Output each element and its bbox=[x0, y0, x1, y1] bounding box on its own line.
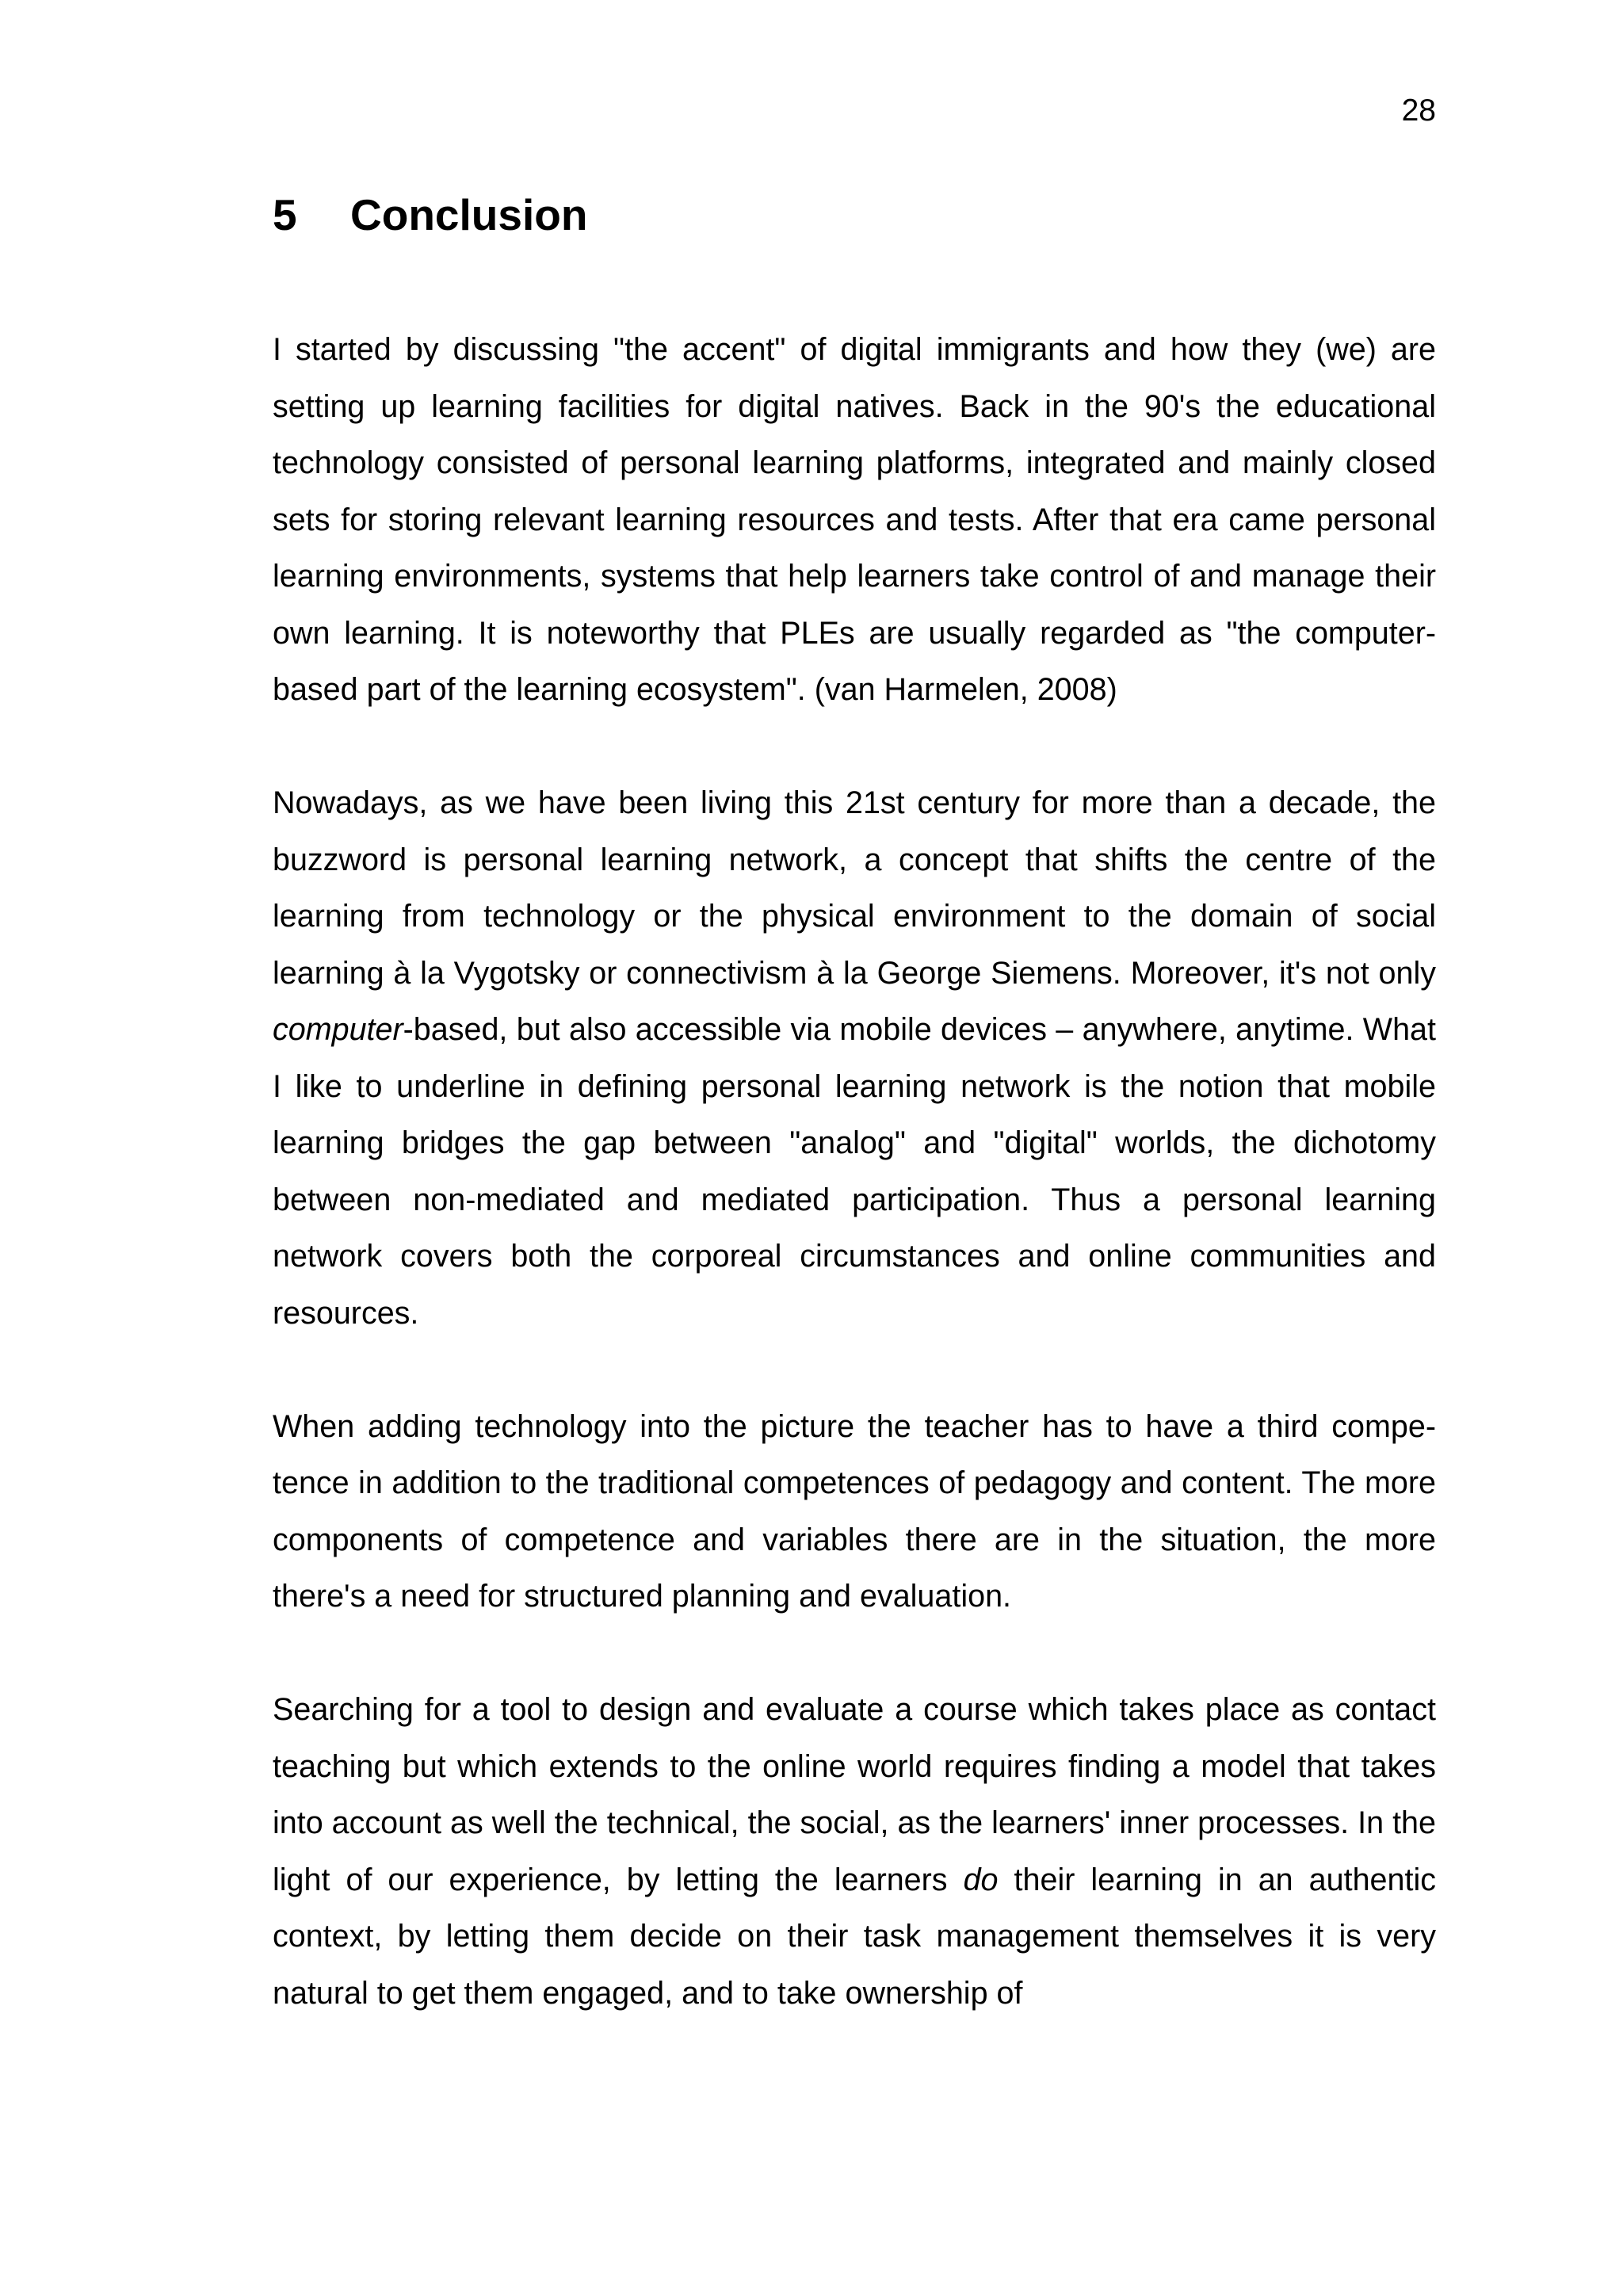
emphasis-text: do bbox=[963, 1862, 999, 1897]
emphasis-text: computer bbox=[273, 1012, 403, 1047]
paragraph-text: When adding technology into the picture the teacher has to have a third competence in addition to the traditional competences of pedagogy and content. The more components of competence and variables there are in the situation, the more there's a need for structured planning and evaluation. bbox=[273, 1408, 1436, 1614]
paragraph-2 bbox=[273, 775, 1436, 1342]
paragraph-text: Nowadays, as we have been living this 21st century for more than a decade, the buzzword is personal learning network, a concept that shifts the centre of the learning from technology or the physical environment to the domain of social learning à la Vygotsky or connectivism à la George Siemens. Moreover, it's not only bbox=[273, 785, 1436, 991]
body-text bbox=[273, 322, 1436, 2022]
chapter-heading bbox=[273, 190, 588, 239]
paragraph-1 bbox=[273, 322, 1436, 719]
paragraph-3 bbox=[273, 1399, 1436, 1626]
paragraph-4 bbox=[273, 1682, 1436, 2022]
paragraph-text: Searching for a tool to design and evaluate a course which takes place as contact teaching but which extends to the online world requires finding a model that takes into account as well the technical, the social, as the learners' inner processes. In the light of our experience, by letting the learners bbox=[273, 1692, 1436, 1897]
paragraph-text: their learning in an authentic context, by letting them decide on their task management themselves it is very natural to get them engaged, and to take ownership of bbox=[273, 1862, 1436, 2011]
paragraph-text: -based, but also accessible via mobile devices – anywhere, anytime. What I like to underline in defining personal learning network is the notion that mobile learning bridges the gap between "analog" and "digital" worlds, the dichotomy between non-mediated and mediated participation. Thus a personal learning network covers both the corporeal circumstances and online communities and resources. bbox=[273, 1012, 1436, 1331]
paragraph-text: I started by discussing "the accent" of digital immigrants and how they (we) are setting up learning facilities for digital natives. Back in the 90's the educational technology consisted of personal learning platforms, integrated and mainly closed sets for storing relevant learning resources and tests. After that era came personal learning environments, systems that help learners take control of and manage their own learning. It is noteworthy that PLEs are usually regarded as "the computer-based part of the learning ecosystem". (van Harmelen, 2008) bbox=[273, 332, 1436, 707]
chapter-title: Conclusion bbox=[350, 190, 588, 239]
chapter-number: 5 bbox=[273, 190, 297, 239]
page-number: 28 bbox=[1401, 94, 1436, 128]
